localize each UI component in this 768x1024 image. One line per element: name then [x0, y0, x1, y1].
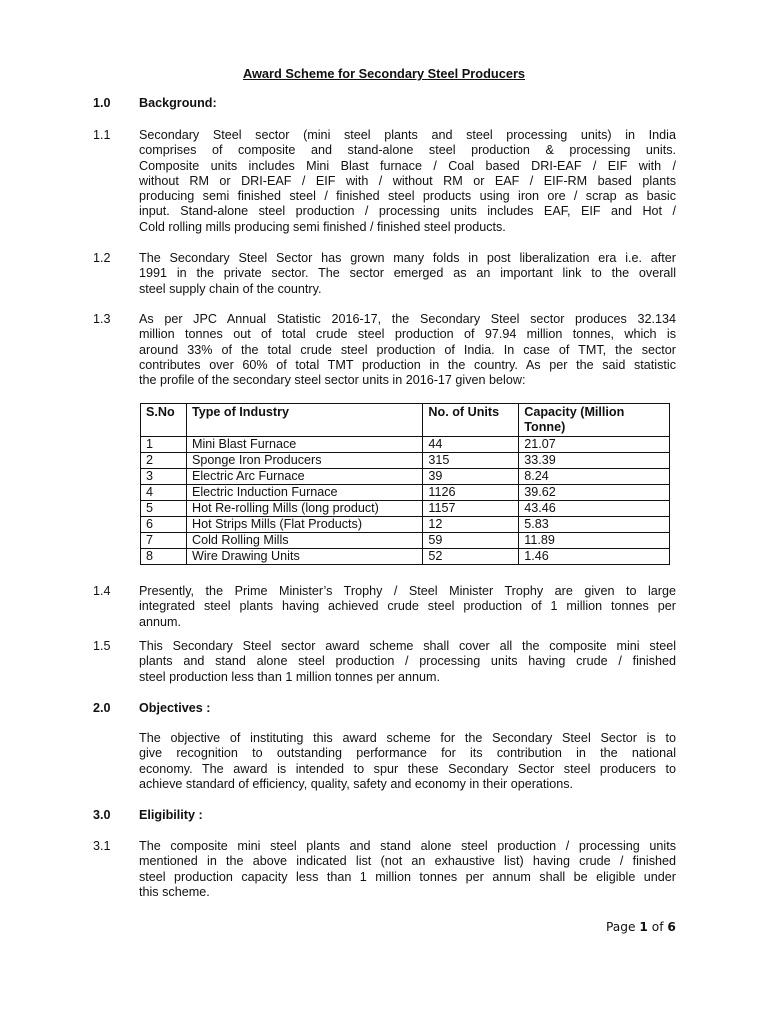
text-line: producing semi finished steel / finished steel products using iron ore / scrap as basic	[139, 189, 676, 204]
paragraph-text	[139, 312, 676, 388]
page-label: Page	[606, 920, 636, 934]
page-total: 6	[667, 920, 676, 934]
text-line: The objective of instituting this award scheme for the Secondary Steel Sector is to	[139, 731, 676, 745]
text-line: the profile of the secondary steel sector units in 2016-17 given below:	[139, 373, 526, 388]
document-title: Award Scheme for Secondary Steel Producers	[242, 66, 526, 81]
paragraph-text	[139, 639, 676, 685]
text-line: Secondary Steel sector (mini steel plants and steel processing units) in India	[139, 128, 676, 142]
table-row	[141, 453, 670, 469]
cell-capacity: 1.46	[519, 549, 670, 565]
text-line: without RM or DRI-EAF / EIF with / without RM or EAF / EIF-RM based plants	[139, 173, 676, 188]
cell-sno: 7	[141, 533, 187, 549]
cell-sno: 6	[141, 517, 187, 533]
header-type: Type of Industry	[186, 404, 422, 437]
table-row	[141, 501, 670, 517]
text-line: this scheme.	[139, 884, 210, 899]
cell-type: Mini Blast Furnace	[186, 437, 422, 453]
paragraph-number: 1.2	[93, 251, 111, 265]
cell-type: Hot Strips Mills (Flat Products)	[186, 517, 422, 533]
text-line: comprises of composite and stand-alone steel production & processing units.	[139, 143, 676, 158]
text-line: Composite units includes Mini Blast furnace / Coal based DRI-EAF / EIF with /	[139, 158, 676, 173]
text-line: economy. The award is intended to spur these Secondary Sector steel producers to	[139, 761, 676, 776]
table-row	[141, 549, 670, 565]
text-line: 1991 in the private sector. The sector emerged as an important link to the overall	[139, 266, 676, 281]
cell-type: Electric Arc Furnace	[186, 469, 422, 485]
header-units: No. of Units	[423, 404, 519, 437]
paragraph-text	[139, 251, 676, 297]
cell-units: 52	[423, 549, 519, 565]
paragraph-number: 1.4	[93, 584, 111, 598]
section-number: 3.0	[93, 808, 111, 822]
text-line: steel supply chain of the country.	[139, 281, 322, 296]
cell-capacity: 43.46	[519, 501, 670, 517]
section-heading: Eligibility :	[139, 808, 203, 822]
page-number: 1	[639, 920, 648, 934]
text-line: input. Stand-alone steel production / processing units includes EAF, EIF and Hot /	[139, 204, 676, 219]
paragraph-number: 1.5	[93, 639, 111, 653]
cell-units: 44	[423, 437, 519, 453]
paragraph-text	[139, 839, 676, 900]
cell-sno: 8	[141, 549, 187, 565]
paragraph-text	[139, 731, 676, 792]
cell-units: 12	[423, 517, 519, 533]
header-sno: S.No	[141, 404, 187, 437]
industry-profile-table	[140, 403, 670, 565]
cell-sno: 2	[141, 453, 187, 469]
text-line: The composite mini steel plants and stand alone steel production / processing units	[139, 839, 676, 853]
cell-type: Electric Induction Furnace	[186, 485, 422, 501]
paragraph-number: 1.3	[93, 312, 111, 326]
cell-units: 59	[423, 533, 519, 549]
cell-units: 315	[423, 453, 519, 469]
text-line: give recognition to outstanding performance for its contribution in the national	[139, 746, 676, 761]
text-line: around 33% of the total crude steel production of India. In case of TMT, the sector	[139, 342, 676, 357]
cell-capacity: 11.89	[519, 533, 670, 549]
text-line: steel production capacity less than 1 million tonnes per annum shall be eligible under	[139, 869, 676, 884]
cell-sno: 5	[141, 501, 187, 517]
text-line: As per JPC Annual Statistic 2016-17, the Secondary Steel sector produces 32.134	[139, 312, 676, 326]
cell-sno: 3	[141, 469, 187, 485]
page-footer	[606, 920, 676, 934]
text-line: annum.	[139, 614, 182, 629]
cell-capacity: 33.39	[519, 453, 670, 469]
text-line: plants and stand alone steel production / processing units having crude / finished	[139, 654, 676, 669]
text-line: The Secondary Steel Sector has grown many folds in post liberalization era i.e. after	[139, 251, 676, 265]
cell-capacity: 5.83	[519, 517, 670, 533]
table-row	[141, 437, 670, 453]
section-number: 1.0	[93, 96, 111, 110]
text-line: contributes over 60% of total TMT production in the country. As per the said statistic	[139, 357, 676, 372]
table-row	[141, 533, 670, 549]
text-line: This Secondary Steel sector award scheme shall cover all the composite mini steel	[139, 639, 676, 653]
paragraph-text	[139, 128, 676, 235]
text-line: achieve standard of efficiency, quality, safety and economy in their operations.	[139, 776, 574, 791]
table-row	[141, 469, 670, 485]
cell-capacity: 39.62	[519, 485, 670, 501]
text-line: million tonnes out of total crude steel production of 97.94 million tonnes, which is	[139, 327, 676, 342]
table-header-row	[141, 404, 670, 437]
cell-sno: 1	[141, 437, 187, 453]
cell-type: Cold Rolling Mills	[186, 533, 422, 549]
section-number: 2.0	[93, 701, 111, 715]
cell-capacity: 21.07	[519, 437, 670, 453]
of-label: of	[651, 920, 664, 934]
text-line: steel production less than 1 million tonnes per annum.	[139, 669, 441, 684]
paragraph-number: 3.1	[93, 839, 111, 853]
cell-units: 39	[423, 469, 519, 485]
section-heading: Objectives :	[139, 701, 211, 715]
paragraph-number: 1.1	[93, 128, 111, 142]
text-line: Presently, the Prime Minister’s Trophy / Steel Minister Trophy are given to large	[139, 584, 676, 598]
cell-sno: 4	[141, 485, 187, 501]
cell-units: 1126	[423, 485, 519, 501]
text-line: Cold rolling mills producing semi finished / finished steel products.	[139, 219, 506, 234]
cell-type: Wire Drawing Units	[186, 549, 422, 565]
paragraph-text	[139, 584, 676, 630]
header-capacity: Capacity (Million Tonne)	[519, 404, 670, 437]
text-line: mentioned in the above indicated list (not an exhaustive list) having crude / finished	[139, 854, 676, 869]
section-heading: Background:	[139, 96, 217, 110]
table-row	[141, 485, 670, 501]
cell-type: Hot Re-rolling Mills (long product)	[186, 501, 422, 517]
cell-capacity: 8.24	[519, 469, 670, 485]
text-line: integrated steel plants having achieved crude steel production of 1 million tonnes per	[139, 599, 676, 614]
table-row	[141, 517, 670, 533]
cell-type: Sponge Iron Producers	[186, 453, 422, 469]
cell-units: 1157	[423, 501, 519, 517]
